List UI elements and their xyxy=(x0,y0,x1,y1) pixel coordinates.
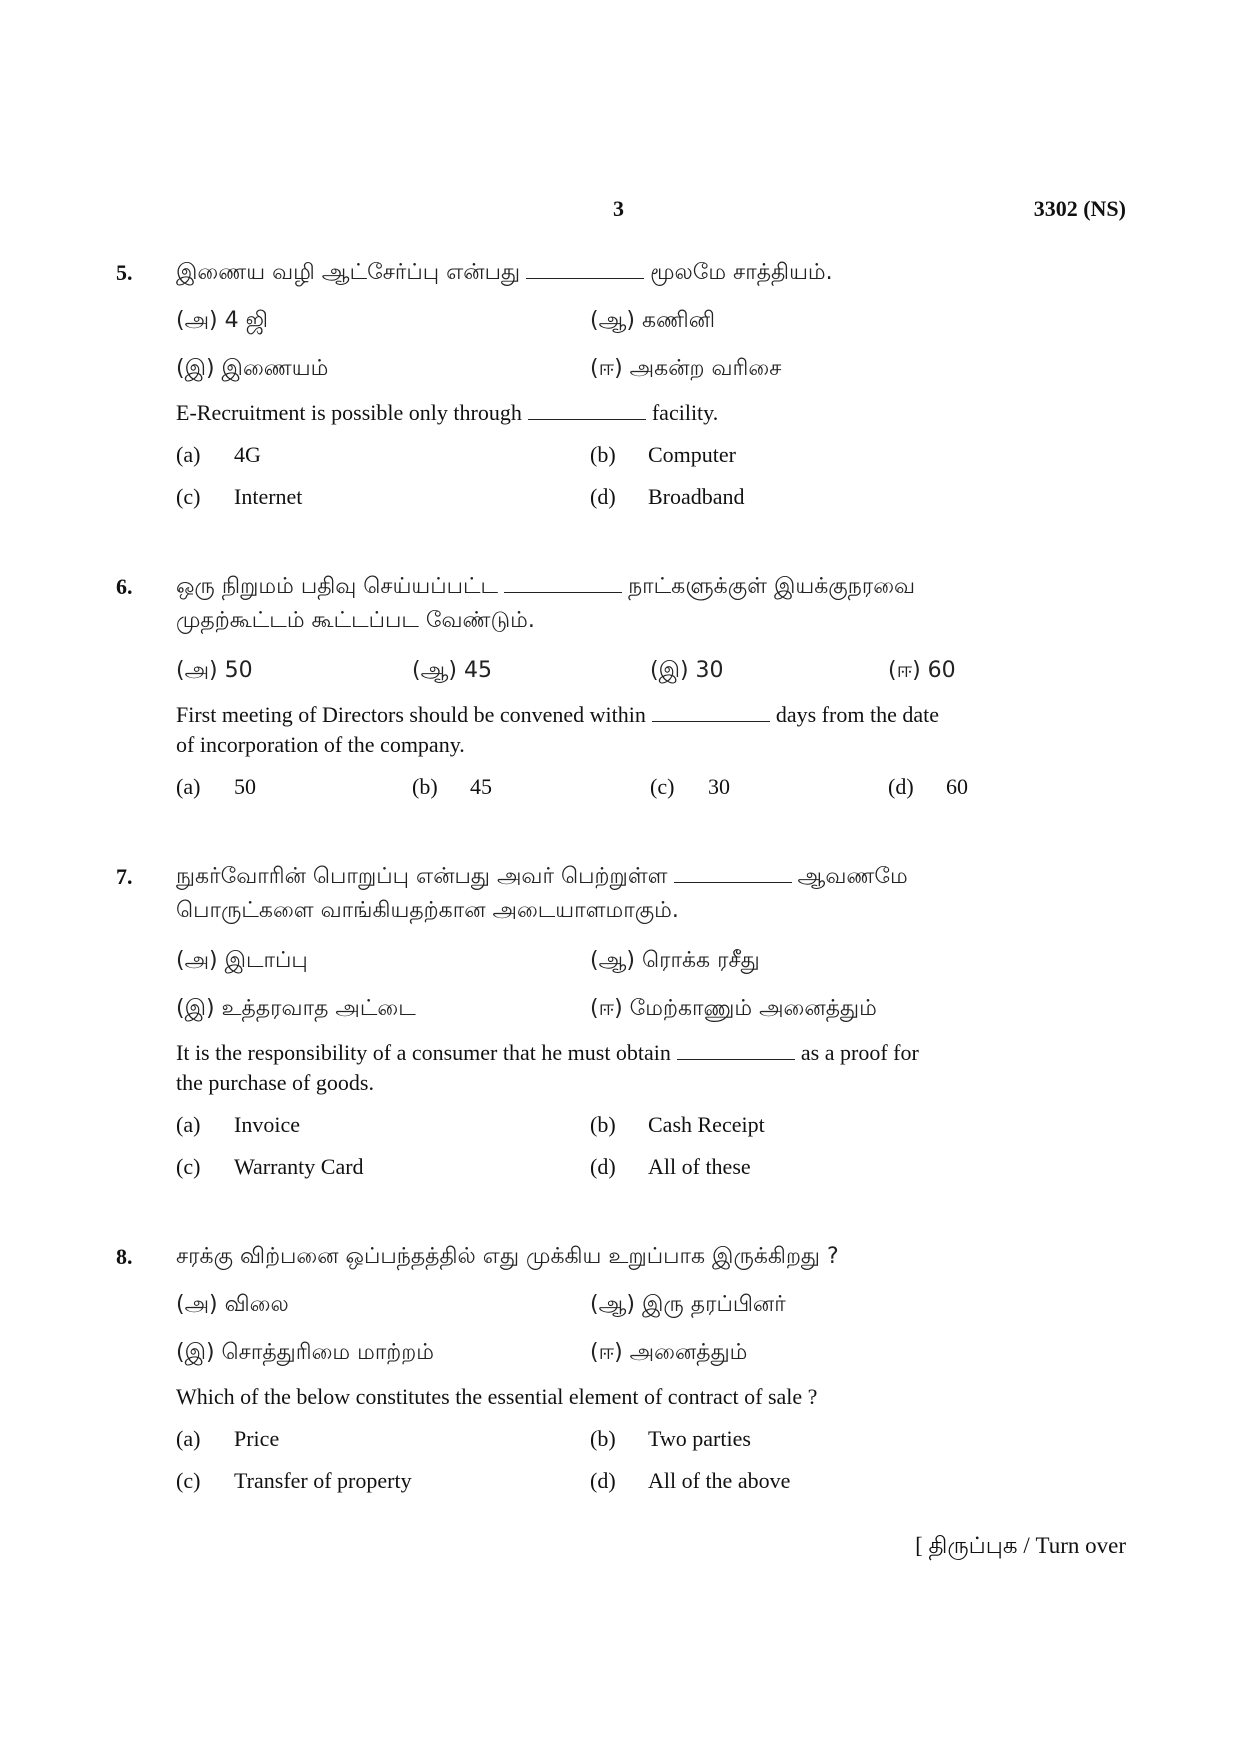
tamil-option: (அ) இடாப்பு xyxy=(176,948,308,973)
turn-over-note: [ திருப்புக / Turn over xyxy=(915,1533,1126,1558)
tamil-option: (ஆ) இரு தரப்பினர் xyxy=(590,1292,786,1317)
tamil-option: (ஆ) 45 xyxy=(412,658,492,683)
english-option: (a) 50 xyxy=(176,774,256,799)
english-option: (c) Transfer of property xyxy=(176,1468,412,1493)
answer-blank xyxy=(504,574,622,593)
tamil-question: ஒரு நிறுமம் பதிவு செய்யப்பட்ட நாட்களுக்குள் இயக்குநரவை xyxy=(176,574,916,599)
page-number: 3 xyxy=(613,196,624,221)
english-option: (c) 30 xyxy=(650,774,730,799)
answer-blank xyxy=(526,260,644,279)
english-question: Which of the below constitutes the essential element of contract of sale ? xyxy=(176,1384,818,1409)
english-option: (a) Invoice xyxy=(176,1112,300,1137)
english-option: (d) All of the above xyxy=(590,1468,791,1493)
question-number: 7. xyxy=(116,864,133,889)
answer-blank xyxy=(677,1041,795,1060)
tamil-option: (ஆ) ரொக்க ரசீது xyxy=(590,948,760,973)
tamil-option: (ஈ) அனைத்தும் xyxy=(590,1340,748,1365)
tamil-option: (இ) சொத்துரிமை மாற்றம் xyxy=(176,1340,434,1365)
english-option: (b) Cash Receipt xyxy=(590,1112,765,1137)
english-option: (b) Two parties xyxy=(590,1426,751,1451)
english-option: (b) 45 xyxy=(412,774,492,799)
tamil-question: சரக்கு விற்பனை ஒப்பந்தத்தில் எது முக்கிய உறுப்பாக இருக்கிறது ? xyxy=(176,1244,839,1269)
answer-blank xyxy=(674,864,792,883)
tamil-question-cont: பொருட்களை வாங்கியதற்கான அடையாளமாகும். xyxy=(176,898,679,923)
tamil-option: (அ) 50 xyxy=(176,658,253,683)
question-number: 5. xyxy=(116,260,133,285)
tamil-option: (இ) 30 xyxy=(650,658,724,683)
tamil-option: (ஆ) கணினி xyxy=(590,308,716,333)
english-option: (a) Price xyxy=(176,1426,280,1451)
paper-code: 3302 (NS) xyxy=(1033,196,1126,221)
tamil-question-cont: முதற்கூட்டம் கூட்டப்பட வேண்டும். xyxy=(176,608,535,633)
english-option: (d) 60 xyxy=(888,774,968,799)
english-question: It is the responsibility of a consumer that he must obtain as a proof for xyxy=(176,1040,919,1065)
english-option: (b) Computer xyxy=(590,442,736,467)
answer-blank xyxy=(528,401,646,420)
english-option: (c) Warranty Card xyxy=(176,1154,364,1179)
tamil-option: (இ) உத்தரவாத அட்டை xyxy=(176,996,416,1021)
english-question: E-Recruitment is possible only through facility. xyxy=(176,400,719,425)
english-question-cont: the purchase of goods. xyxy=(176,1070,374,1095)
tamil-option: (ஈ) அகன்ற வரிசை xyxy=(590,356,782,381)
question-number: 6. xyxy=(116,574,133,599)
english-question-cont: of incorporation of the company. xyxy=(176,732,465,757)
tamil-option: (ஈ) 60 xyxy=(888,658,956,683)
english-option: (d) Broadband xyxy=(590,484,745,509)
tamil-question: நுகர்வோரின் பொறுப்பு என்பது அவர் பெற்றுள்ள ஆவணமே xyxy=(176,864,908,889)
question-number: 8. xyxy=(116,1244,133,1269)
english-option: (d) All of these xyxy=(590,1154,751,1179)
tamil-option: (இ) இணையம் xyxy=(176,356,329,381)
answer-blank xyxy=(652,703,770,722)
tamil-option: (அ) 4 ஜி xyxy=(176,308,268,333)
tamil-option: (அ) விலை xyxy=(176,1292,289,1317)
english-option: (a) 4G xyxy=(176,442,261,467)
english-option: (c) Internet xyxy=(176,484,303,509)
tamil-option: (ஈ) மேற்காணும் அனைத்தும் xyxy=(590,996,877,1021)
tamil-question: இணைய வழி ஆட்சேர்ப்பு என்பது மூலமே சாத்தியம். xyxy=(176,260,833,285)
english-question: First meeting of Directors should be convened within days from the date xyxy=(176,702,939,727)
